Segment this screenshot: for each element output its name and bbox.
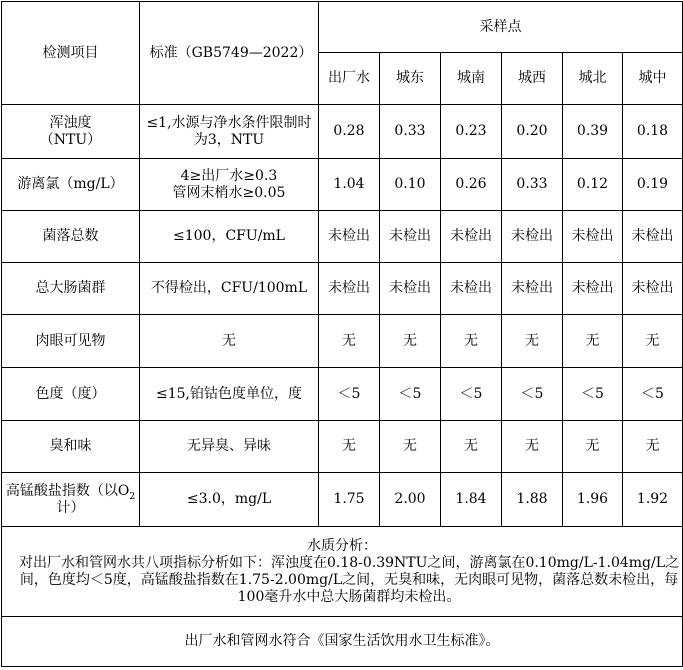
row-value: 0.20 <box>502 105 563 159</box>
row-item: 游离氯（mg/L） <box>2 159 140 211</box>
analysis-body: 对出厂水和管网水共八项指标分析如下：浑浊度在0.18-0.39NTU之间，游离氯在0.10mg/L-1.04mg/L之间，色度均＜5度，高锰酸盐指数在1.75-2.00mg/L之间，无臭和味，无肉眼可见物，菌落总数未检出，每100毫升水中总大肠菌群均未检出。 <box>18 554 680 605</box>
row-value: 无 <box>380 315 441 368</box>
analysis-cell <box>2 527 683 617</box>
row-item: 菌落总数 <box>2 211 140 263</box>
site-header: 城东 <box>380 53 441 105</box>
row-value: 未检出 <box>441 263 502 315</box>
row-value: 无 <box>563 315 623 368</box>
row-value: 无 <box>319 421 380 473</box>
row-item: 色度（度） <box>2 368 140 421</box>
water-quality-table <box>1 1 683 667</box>
row-value: 未检出 <box>380 211 441 263</box>
row-value: 0.33 <box>502 159 563 211</box>
site-header: 城北 <box>563 53 623 105</box>
row-value: ＜5 <box>380 368 441 421</box>
table-row <box>2 315 683 368</box>
row-value: ＜5 <box>502 368 563 421</box>
row-standard: ≤15,铂钴色度单位，度 <box>140 368 319 421</box>
row-value: 未检出 <box>563 211 623 263</box>
site-header: 出厂水 <box>319 53 380 105</box>
row-value: 未检出 <box>502 263 563 315</box>
analysis-title: 水质分析： <box>307 537 378 554</box>
table-row <box>2 368 683 421</box>
table-row <box>2 211 683 263</box>
conclusion-text: 出厂水和管网水符合《国家生活饮用水卫生标准》。 <box>2 617 683 667</box>
row-value: 0.10 <box>380 159 441 211</box>
row-item-main: 高锰酸盐指数（以O <box>5 482 130 499</box>
row-value: 未检出 <box>623 263 683 315</box>
row-value: 未检出 <box>441 211 502 263</box>
row-standard: 无 <box>140 315 319 368</box>
header-sampling-group: 采样点 <box>319 2 683 53</box>
row-value: 无 <box>502 315 563 368</box>
row-value: 未检出 <box>319 211 380 263</box>
site-header: 城南 <box>441 53 502 105</box>
table-row <box>2 263 683 315</box>
row-value: 0.12 <box>563 159 623 211</box>
row-value: 2.00 <box>380 473 441 527</box>
analysis-row <box>2 527 683 617</box>
row-value: ＜5 <box>319 368 380 421</box>
row-value: ＜5 <box>623 368 683 421</box>
row-item: 浑浊度 （NTU） <box>2 105 140 159</box>
row-value: 0.33 <box>380 105 441 159</box>
row-value: 0.28 <box>319 105 380 159</box>
row-value: 0.39 <box>563 105 623 159</box>
row-standard: ≤1,水源与净水条件限制时为3，NTU <box>140 105 319 159</box>
table-row <box>2 105 683 159</box>
row-value: 1.92 <box>623 473 683 527</box>
row-value: 未检出 <box>319 263 380 315</box>
row-value: 0.26 <box>441 159 502 211</box>
row-value: 无 <box>563 421 623 473</box>
row-value: 无 <box>502 421 563 473</box>
row-value: 0.23 <box>441 105 502 159</box>
row-value: 无 <box>380 421 441 473</box>
row-item: 臭和味 <box>2 421 140 473</box>
row-value: ＜5 <box>563 368 623 421</box>
row-value: 1.88 <box>502 473 563 527</box>
row-value: 无 <box>441 315 502 368</box>
row-standard: 4≥出厂水≥0.3 管网末梢水≥0.05 <box>140 159 319 211</box>
row-item <box>2 473 140 527</box>
site-header: 城西 <box>502 53 563 105</box>
row-standard: 无异臭、异味 <box>140 421 319 473</box>
header-standard-label: 标准（GB5749—2022） <box>140 2 319 105</box>
row-value: 0.18 <box>623 105 683 159</box>
row-value: 0.19 <box>623 159 683 211</box>
row-value: 未检出 <box>380 263 441 315</box>
table-row <box>2 159 683 211</box>
row-value: 未检出 <box>502 211 563 263</box>
row-value: 1.84 <box>441 473 502 527</box>
row-value: 无 <box>623 315 683 368</box>
row-value: 无 <box>623 421 683 473</box>
row-standard: ≤3.0，mg/L <box>140 473 319 527</box>
row-item: 肉眼可见物 <box>2 315 140 368</box>
row-value: 1.75 <box>319 473 380 527</box>
header-item-label: 检测项目 <box>2 2 140 105</box>
row-value: 无 <box>319 315 380 368</box>
table-row <box>2 421 683 473</box>
table-row <box>2 473 683 527</box>
site-header: 城中 <box>623 53 683 105</box>
row-value: 无 <box>441 421 502 473</box>
row-item-subscript: 2 <box>129 491 136 502</box>
row-standard: ≤100，CFU/mL <box>140 211 319 263</box>
row-value: ＜5 <box>441 368 502 421</box>
row-item: 总大肠菌群 <box>2 263 140 315</box>
row-standard: 不得检出，CFU/100mL <box>140 263 319 315</box>
row-item-tail: 计） <box>56 499 85 516</box>
row-value: 未检出 <box>623 211 683 263</box>
row-value: 未检出 <box>563 263 623 315</box>
row-value: 1.04 <box>319 159 380 211</box>
row-value: 1.96 <box>563 473 623 527</box>
conclusion-row <box>2 617 683 667</box>
